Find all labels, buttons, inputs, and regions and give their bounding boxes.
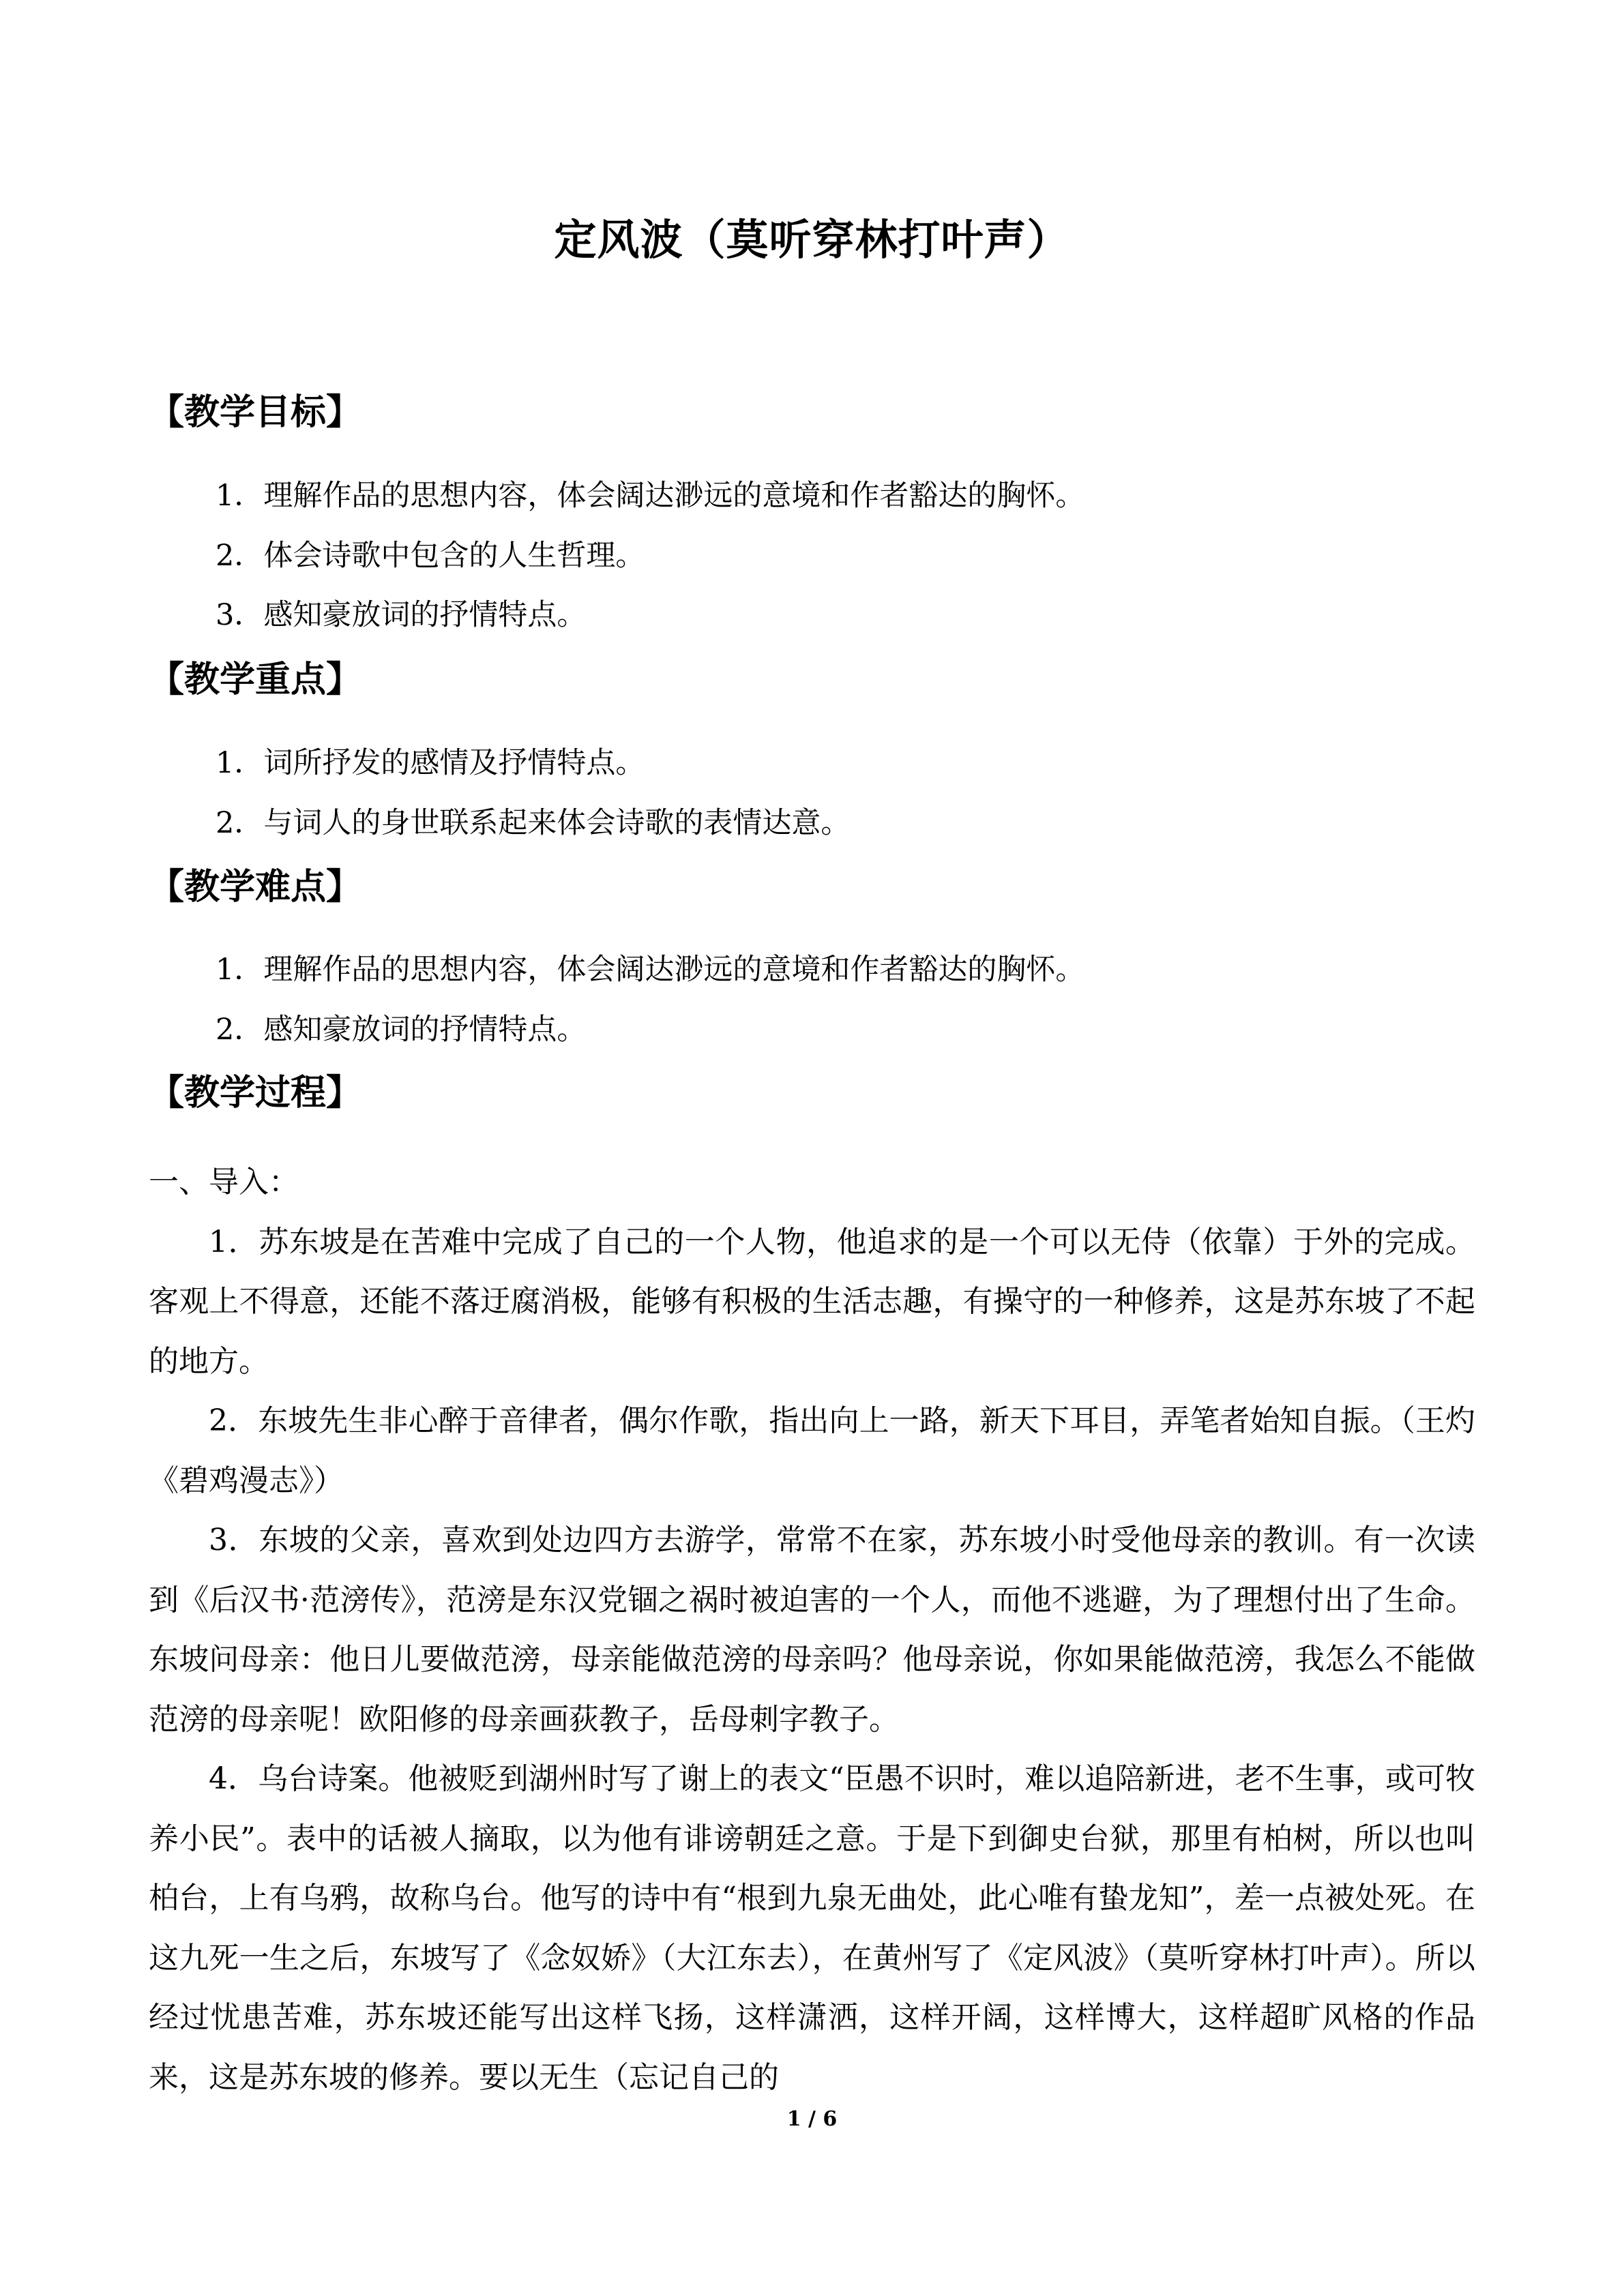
page-number: 1 / 6 bbox=[786, 2107, 838, 2131]
process-paragraph-3: 3．东坡的父亲，喜欢到处边四方去游学，常常不在家，苏东坡小时受他母亲的教训。有一次读到《后汉书·范滂传》，范滂是东汉党锢之祸时被迫害的一个人，而他不逃避，为了理想付出了生命。东坡问母亲：他日儿要做范滂，母亲能做范滂的母亲吗？他母亲说，你如果能做范滂，我怎么不能做范滂的母亲呢！欧阳修的母亲画荻教子，岳母刺字教子。 bbox=[149, 1523, 1475, 1737]
process-paragraph-1: 1．苏东坡是在苦难中完成了自己的一个人物，他追求的是一个可以无侍（依靠）于外的完成。客观上不得意，还能不落迂腐消极，能够有积极的生活志趣，有操守的一种修养，这是苏东坡了不起的地方。 bbox=[149, 1224, 1475, 1379]
difficulty-item-1: 1．理解作品的思想内容，体会阔达渺远的意境和作者豁达的胸怀。 bbox=[216, 953, 1085, 987]
section-heading-key-points: 【教学重点】 bbox=[149, 659, 362, 700]
process-paragraph-4: 4．乌台诗案。他被贬到湖州时写了谢上的表文“臣愚不识时，难以追陪新进，老不生事，或可牧养小民”。表中的话被人摘取，以为他有诽谤朝廷之意。于是下到御史台狱，那里有柏树，所以也叫柏台，上有乌鸦，故称乌台。他写的诗中有“根到九泉无曲处，此心唯有蛰龙知”，差一点被处死。在这九死一生之后，东坡写了《念奴娇》（大江东去），在黄州写了《定风波》（莫听穿林打叶声）。所以经过忧患苦难，苏东坡还能写出这样飞扬，这样潇洒，这样开阔，这样博大，这样超旷风格的作品来，这是苏东坡的修养。要以无生（忘记自己的 bbox=[149, 1761, 1475, 2095]
section-heading-difficulties: 【教学难点】 bbox=[149, 867, 362, 908]
intro-label: 一、导入： bbox=[149, 1165, 299, 1199]
process-body bbox=[149, 1152, 1475, 2107]
process-paragraph-2: 2．东坡先生非心醉于音律者，偶尔作歌，指出向上一路，新天下耳目，弄笔者始知自振。（王灼《碧鸡漫志》） bbox=[149, 1403, 1475, 1498]
section-heading-goals: 【教学目标】 bbox=[149, 392, 362, 433]
page-title: 定风波（莫听穿林打叶声） bbox=[554, 215, 1070, 265]
goal-item-3: 3．感知豪放词的抒情特点。 bbox=[216, 598, 587, 632]
key-point-item-1: 1．词所抒发的感情及抒情特点。 bbox=[216, 746, 645, 780]
goal-item-2: 2．体会诗歌中包含的人生哲理。 bbox=[216, 539, 645, 573]
section-heading-process: 【教学过程】 bbox=[149, 1073, 362, 1114]
difficulty-item-2: 2．感知豪放词的抒情特点。 bbox=[216, 1013, 587, 1047]
key-point-item-2: 2．与词人的身世联系起来体会诗歌的表情达意。 bbox=[216, 806, 851, 840]
goal-item-1: 1．理解作品的思想内容，体会阔达渺远的意境和作者豁达的胸怀。 bbox=[216, 479, 1085, 513]
